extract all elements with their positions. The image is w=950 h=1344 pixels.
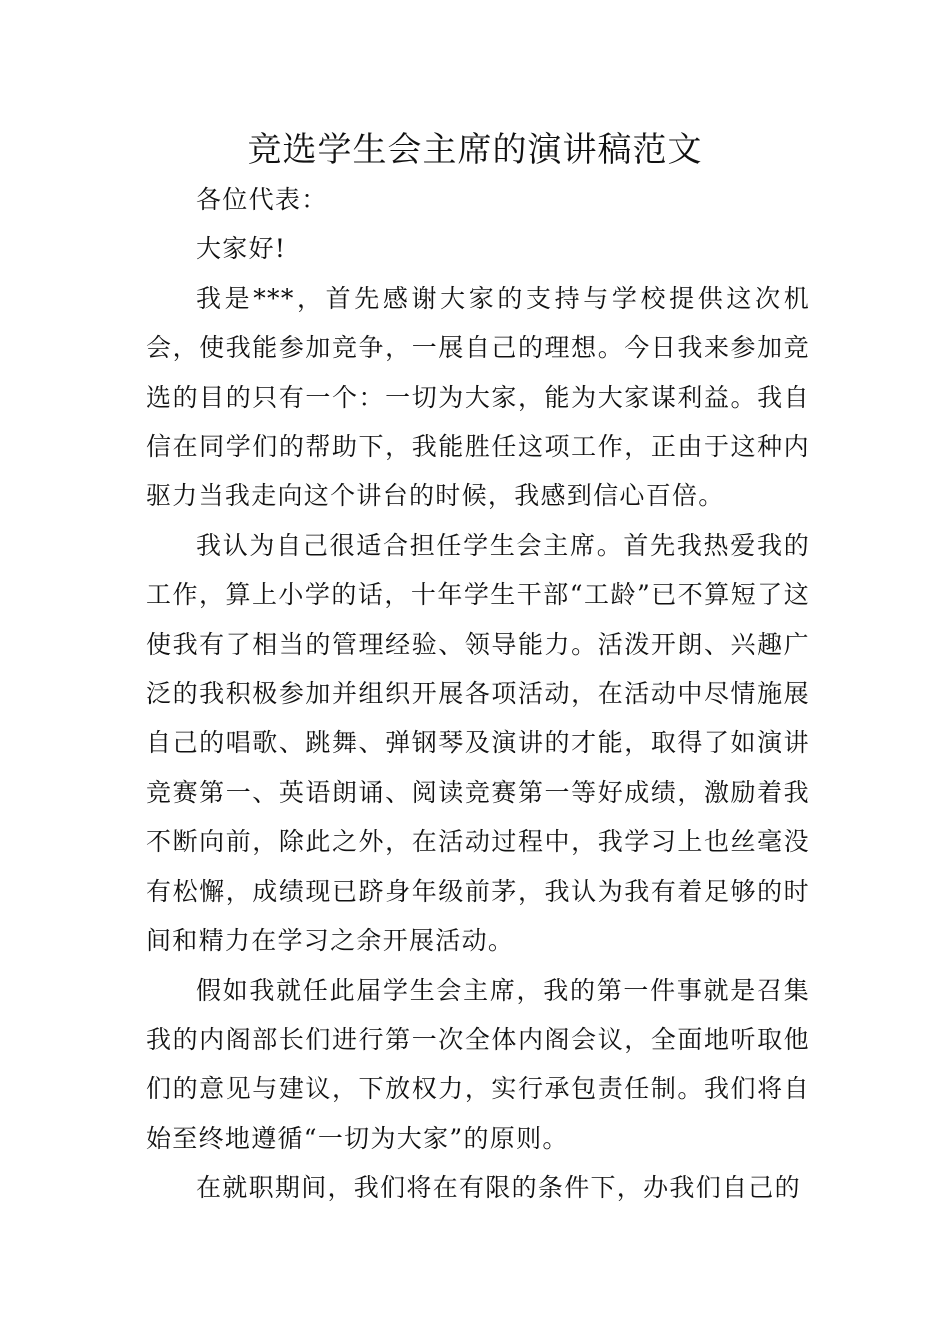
paragraph-term-start: 在就职期间，我们将在有限的条件下，办我们自己的 bbox=[196, 1173, 801, 1203]
paragraph-plans: 假如我就任此届学生会主席，我的第一件事就是召集我的内阁部长们进行第一次全体内阁会议，全面地听取他们的意见与建议，下放权力，实行承包责任制。我们将自始至终地遵循“一切为大家”的原则。 bbox=[146, 975, 810, 1153]
paragraph-qualifications: 我认为自己很适合担任学生会主席。首先我热爱我的工作，算上小学的话，十年学生干部“工龄”已不算短了这使我有了相当的管理经验、领导能力。活泼开朗、兴趣广泛的我积极参加并组织开展各项活动，在活动中尽情施展自己的唱歌、跳舞、弹钢琴及演讲的才能，取得了如演讲竞赛第一、英语朗诵、阅读竞赛第一等好成绩，激励着我不断向前，除此之外，在活动过程中，我学习上也丝毫没有松懈，成绩现已跻身年级前茅，我认为我有着足够的时间和精力在学习之余开展活动。 bbox=[146, 530, 810, 956]
paragraph-salutation: 各位代表： bbox=[196, 185, 328, 214]
document-title: 竞选学生会主席的演讲稿范文 bbox=[247, 130, 703, 170]
paragraph-greeting: 大家好! bbox=[196, 234, 287, 264]
paragraph-introduction: 我是***，首先感谢大家的支持与学校提供这次机会，使我能参加竞争，一展自己的理想。今日我来参加竞选的目的只有一个：一切为大家，能为大家谋利益。我自信在同学们的帮助下，我能胜任这项工作，正由于这种内驱力当我走向这个讲台的时候，我感到信心百倍。 bbox=[146, 283, 810, 511]
document-body bbox=[146, 175, 810, 1213]
